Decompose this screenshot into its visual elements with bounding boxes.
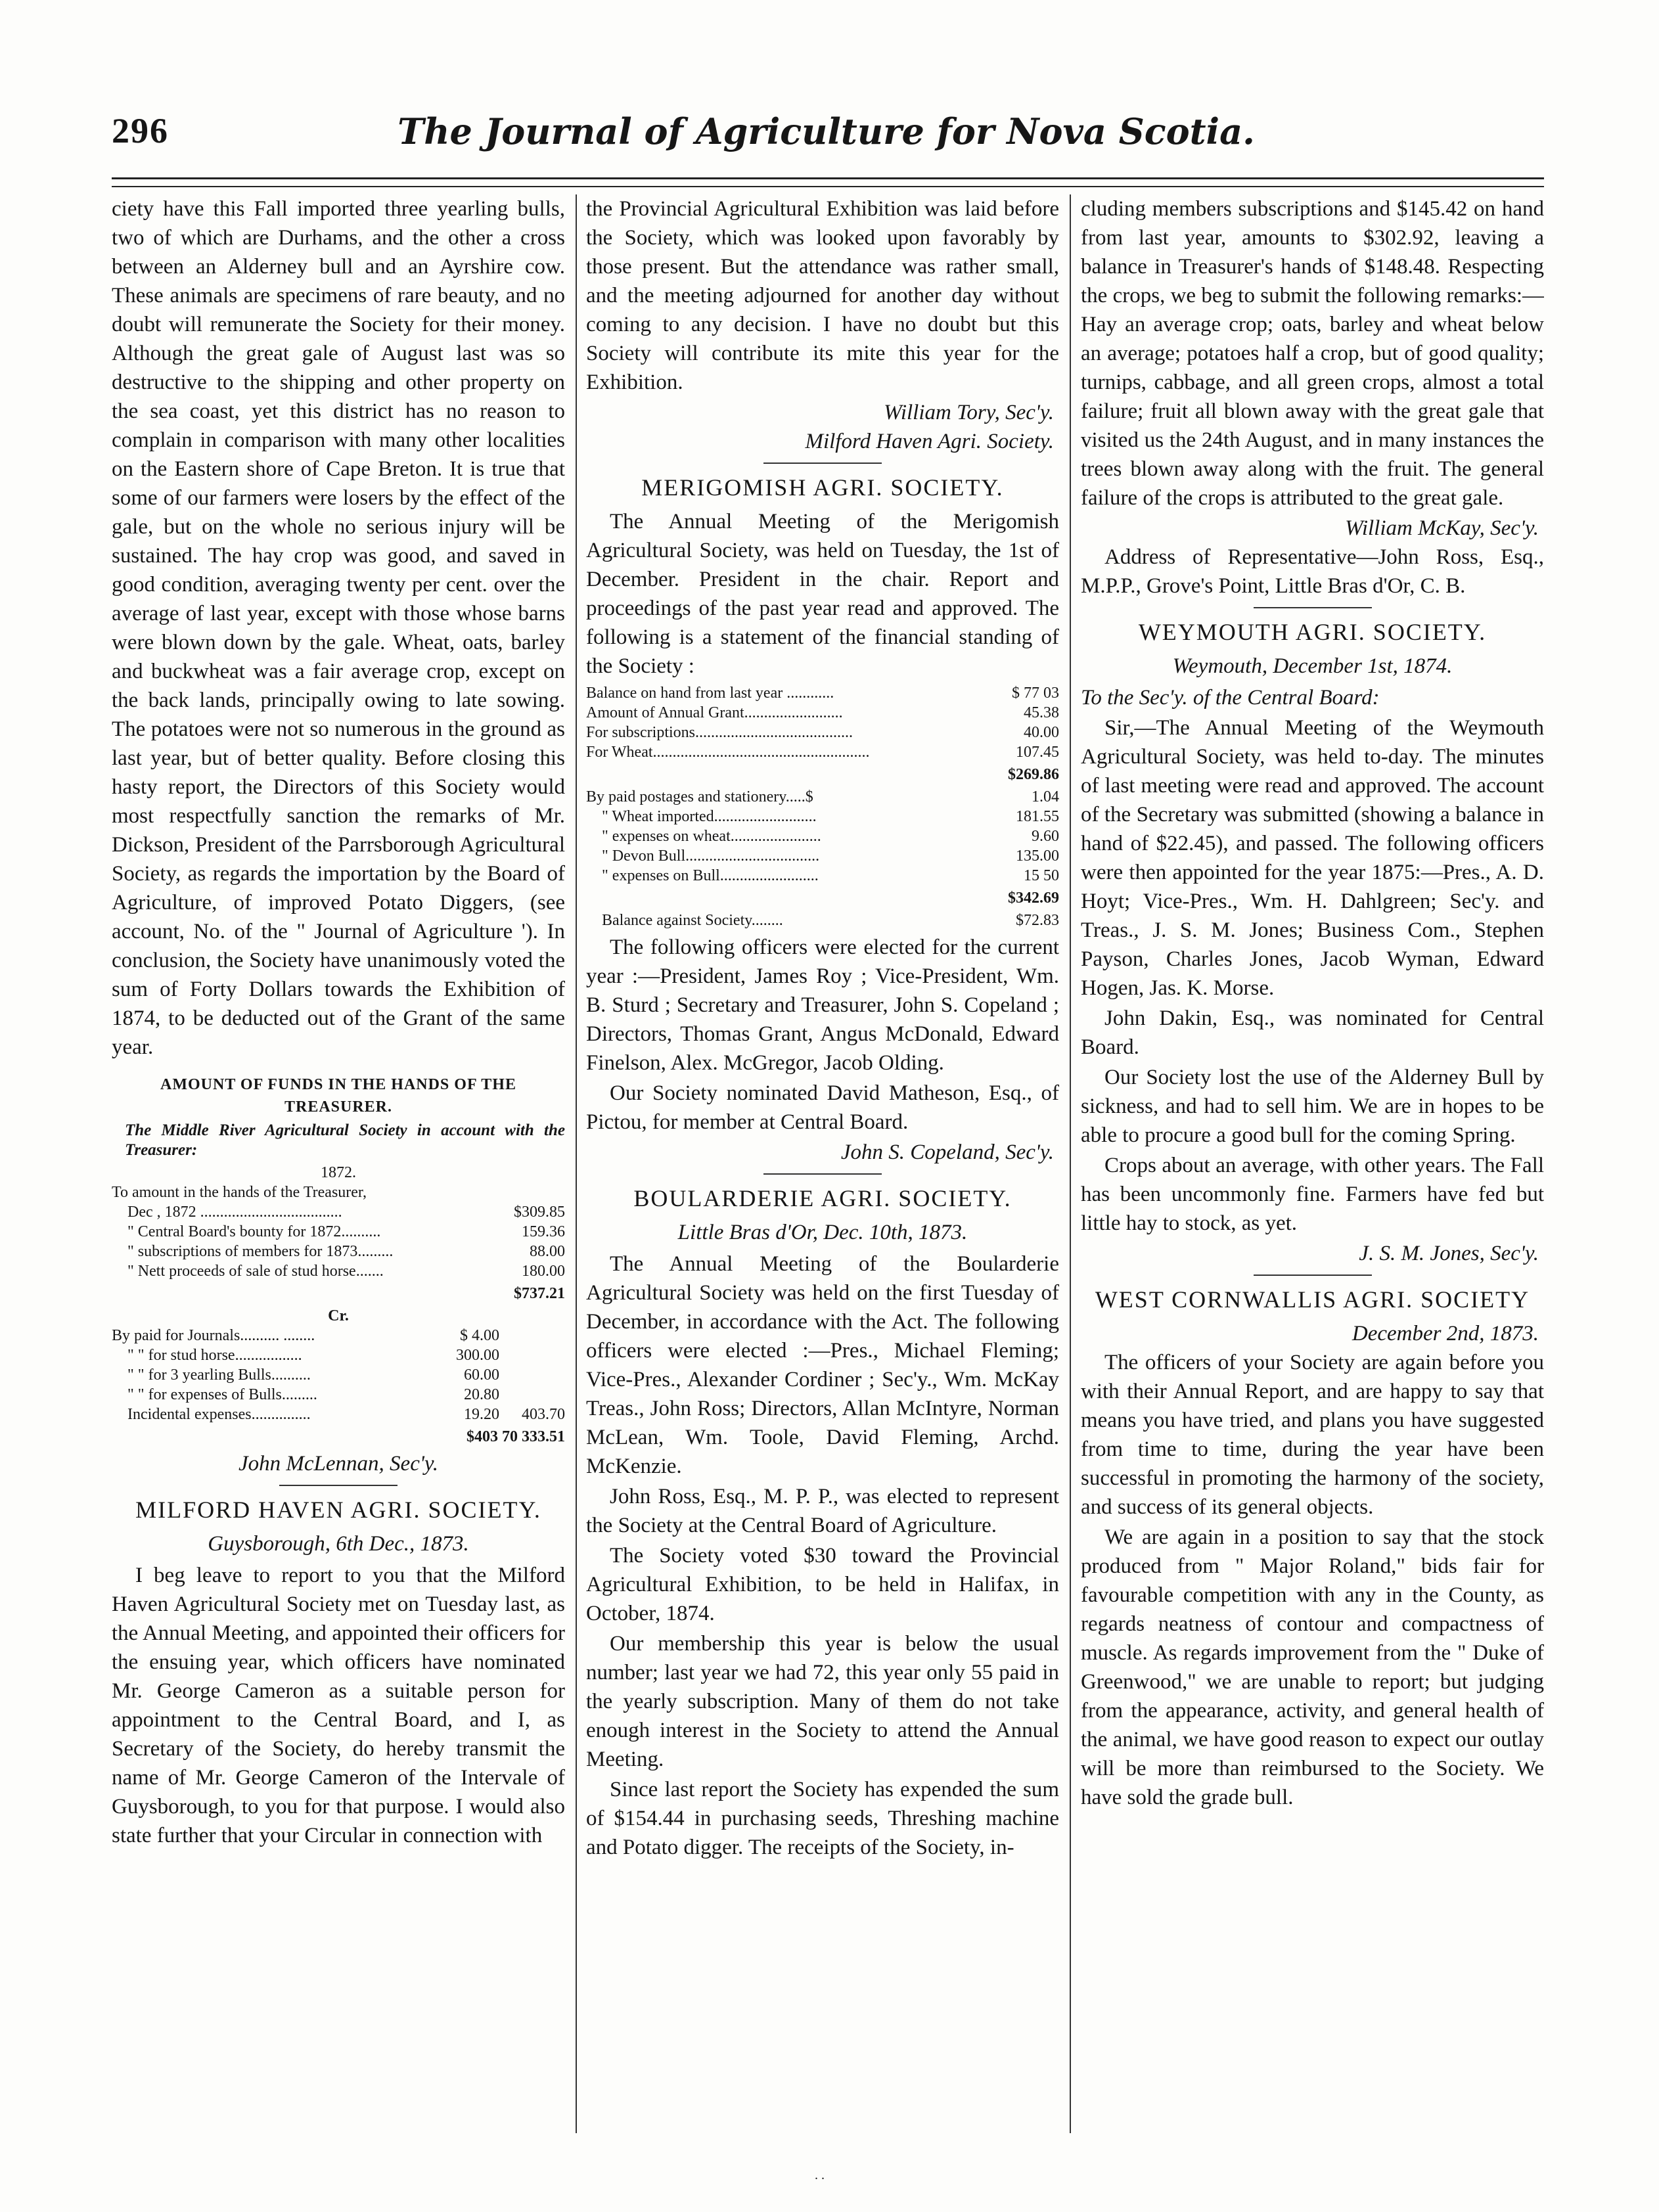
section-heading: WEYMOUTH AGRI. SOCIETY.	[1138, 619, 1487, 645]
account-row-amount: 159.36	[522, 1223, 565, 1240]
section-rule	[279, 1485, 398, 1486]
account-row	[586, 742, 1059, 762]
account-row-label: Balance on hand from last year ............	[586, 685, 834, 702]
account-row-amount: 88.00	[530, 1243, 565, 1260]
signature: William McKay, Sec'y.	[1345, 516, 1539, 540]
signature: John McLennan, Sec'y.	[239, 1452, 438, 1476]
credit-totals: $403 70 333.51	[466, 1428, 565, 1445]
credit-row	[112, 1365, 565, 1385]
account-row-amount: 135.00	[1016, 847, 1059, 865]
running-title: The Journal of Agriculture for Nova Scotia.	[398, 110, 1255, 152]
paragraph: John Dakin, Esq., was nominated for Central Board.	[1081, 1006, 1544, 1059]
credit-row-total	[499, 1345, 565, 1365]
account-row-amount: $ 77 03	[1012, 685, 1059, 702]
credit-row-total	[499, 1385, 565, 1405]
account-row-label: " Wheat imported..........................	[602, 808, 817, 825]
account-row-label: " Devon Bull..................................	[602, 847, 820, 865]
credit-row-total: 403.70	[522, 1406, 565, 1423]
account-balance	[586, 911, 1059, 930]
credit-row-label: " " for stud horse.................	[127, 1347, 302, 1364]
credit-row-amount: $ 4.00	[460, 1327, 499, 1344]
credit-row-amount: 19.20	[464, 1406, 499, 1423]
signature: J. S. M. Jones, Sec'y.	[1359, 1242, 1539, 1265]
header-rule	[112, 177, 1544, 187]
credit-row-amount: 20.80	[464, 1386, 499, 1403]
page-number: 296	[112, 111, 169, 150]
account-row-label: " expenses on Bull.........................	[602, 867, 819, 884]
account-row	[112, 1202, 565, 1222]
credit-row	[112, 1405, 565, 1424]
paragraph: Our Society lost the use of the Alderney Bull by sickness, and had to sell him. We are in hopes to be able to procure a good bull for the coming Spring.	[1081, 1066, 1544, 1147]
section-rule	[763, 1173, 882, 1175]
credit-row	[112, 1385, 565, 1405]
paragraph: The Society voted $30 toward the Provincial Agricultural Exhibition, to be held in Halifax, in October, 1874.	[586, 1544, 1059, 1625]
credit-row-total	[499, 1326, 565, 1345]
column-1	[112, 194, 565, 2133]
account-row-amount: 107.45	[1016, 744, 1059, 761]
account-row-label: For Wheat.......................................................	[586, 744, 870, 761]
credit-row	[112, 1326, 565, 1345]
section-rule	[1254, 607, 1372, 608]
paragraph: We are again in a position to say that the stock produced from " Major Roland," bids fair for favourable competition with any in the County, as regards neatness of contour and compactness of muscle. As regards improvement from the " Duke of Greenwood," we are unable to report; but judging from the appearance, activity, and general health of the animal, we have good reason to expect our outlay will be more than reimbursed to the Society. We have sold the grade bull.	[1081, 1525, 1544, 1809]
account-row	[586, 866, 1059, 886]
account-row	[586, 703, 1059, 723]
account-row-label: " Central Board's bounty for 1872..........	[127, 1223, 381, 1240]
paragraph: Our membership this year is below the usual number; last year we had 72, this year only 55 paid in the yearly subscription. Many of them do not take enough interest in the Society to attend the Annual Meeting.	[586, 1632, 1059, 1771]
dateline: Weymouth, December 1st, 1874.	[1172, 654, 1453, 678]
credit-row-label: By paid for Journals.......... ........	[112, 1327, 315, 1344]
account-row-amount: 40.00	[1024, 724, 1059, 741]
merigomish-account	[586, 683, 1059, 930]
account-row	[586, 846, 1059, 866]
account-row	[112, 1222, 565, 1242]
section-heading: MERIGOMISH AGRI. SOCIETY.	[641, 474, 1004, 501]
account-row-amount: $309.85	[514, 1204, 565, 1221]
account-caption: The Middle River Agricultural Society in account with the Treasurer:	[125, 1121, 565, 1159]
account-row-label: Amount of Annual Grant.........................	[586, 704, 843, 721]
paragraph: The Annual Meeting of the Merigomish Agricultural Society, was held on Tuesday, the 1st of December. President in the chair. Report and proceedings of the past year read and approved. The following is a statement of the financial standing of the Society :	[586, 510, 1059, 678]
account-row-amount: 181.55	[1016, 808, 1059, 825]
column-3	[1081, 194, 1544, 2133]
credit-row-amount: 300.00	[456, 1347, 499, 1364]
paragraph: I beg leave to report to you that the Milford Haven Agricultural Society met on Tuesday last, as the Annual Meeting, and appointed their officers for the ensuing year, which officers have nominated Mr. George Cameron as a suitable person for appointment to the Central Board, and I, as Secretary of the Society, do hereby transmit the name of Mr. George Cameron of the Intervale of Guysborough, to you for that purpose. I would also state further that your Circular in connection with	[112, 1564, 565, 1847]
credit-row-label: " " for 3 yearling Bulls..........	[127, 1366, 311, 1384]
paragraph: Address of Representative—John Ross, Esq., M.P.P., Grove's Point, Little Bras d'Or, C. B.	[1081, 545, 1544, 598]
account-row	[586, 723, 1059, 742]
credit-row-label: " " for expenses of Bulls.........	[127, 1386, 317, 1403]
paragraph: The Annual Meeting of the Boularderie Agricultural Society was held on the first Tuesday of December, in accordance with the Act. The following officers were elected :—Pres., Michael Fleming; Vice-Pres., Alexander Cordiner ; Sec'y., Wm. McKay Treas., John Ross; Directors, Allan McIntyre, Norman McLean, Wm. Toole, David Fleming, Archd. McKenzie.	[586, 1252, 1059, 1478]
account-row-amount: $72.83	[1016, 912, 1059, 929]
page-header	[112, 99, 1541, 171]
account-row	[586, 683, 1059, 703]
funds-heading: AMOUNT OF FUNDS IN THE HANDS OF THE TREASURER.	[160, 1076, 516, 1116]
account-row-amount: 15 50	[1024, 867, 1059, 884]
section-rule	[763, 463, 882, 464]
signature: William Tory, Sec'y.	[884, 401, 1054, 424]
dateline: Little Bras d'Or, Dec. 10th, 1873.	[677, 1221, 968, 1244]
footer-marks: . .	[815, 2168, 825, 2182]
column-2	[586, 194, 1059, 2133]
account-total: $269.86	[1008, 766, 1059, 783]
paragraph: John Ross, Esq., M. P. P., was elected to represent the Society at the Central Board of Agriculture.	[586, 1485, 1059, 1537]
signature-society: Milford Haven Agri. Society.	[805, 430, 1054, 453]
paragraph: the Provincial Agricultural Exhibition was laid before the Society, which was looked upon favorably by those present. But the attendance was rather small, and the meeting adjourned for another day without coming to any decision. I have no doubt but this Society will contribute its mite this year for the Exhibition.	[586, 197, 1059, 394]
account-row-amount: 45.38	[1024, 704, 1059, 721]
section-heading: BOULARDERIE AGRI. SOCIETY.	[633, 1185, 1012, 1211]
account-row-label: Dec , 1872 ....................................	[127, 1204, 342, 1221]
account-row	[586, 807, 1059, 826]
signature: John S. Copeland, Sec'y.	[840, 1140, 1054, 1164]
paragraph: The officers of your Society are again before you with their Annual Report, and are happy to say that means you have tried, and plans you have suggested from time to time, during the year have been successful in promoting the harmony of the society, and success of its general objects.	[1081, 1351, 1544, 1519]
dateline: December 2nd, 1873.	[1352, 1322, 1539, 1345]
credit-row-label: Incidental expenses...............	[127, 1406, 311, 1423]
account-row-amount: 9.60	[1032, 828, 1059, 845]
account-total: $737.21	[514, 1285, 565, 1302]
paragraph: Crops about an average, with other years. The Fall has been uncommonly fine. Farmers have fed but little hay to stock, as yet.	[1081, 1154, 1544, 1235]
account-row-label: For subscriptions........................................	[586, 724, 853, 741]
section-rule	[1254, 1275, 1372, 1276]
account-row-label: By paid postages and stationery.....$	[586, 788, 813, 805]
section-heading: WEST CORNWALLIS AGRI. SOCIETY	[1095, 1286, 1530, 1313]
credit-row-amount: 60.00	[464, 1366, 499, 1384]
paragraph: cluding members subscriptions and $145.42 on hand from last year, amounts to $302.92, leaving a balance in Treasurer's hands of $148.48. Respecting the crops, we beg to submit the following remarks:—Hay an average crop; oats, barley and wheat below an average; potatoes half a crop, but of good quality; turnips, cabbage, and all green crops, almost a total failure; fruit all blown away with the great gale that visited us the 24th August, and in many instances the trees blown away along with the fruit. The general failure of the crops is attributed to the great gale.	[1081, 197, 1544, 510]
dateline: Guysborough, 6th Dec., 1873.	[208, 1532, 469, 1556]
account-row	[586, 826, 1059, 846]
paragraph: ciety have this Fall imported three yearling bulls, two of which are Durhams, and the other a cross between an Alderney bull and an Ayrshire cow. These animals are specimens of rare beauty, and no doubt will remunerate the Society for their money. Although the great gale of August last was so destructive to the shipping and other property on the sea coast, yet this district has no reason to complain in comparison with many other localities on the Eastern shore of Cape Breton. It is true that some of our farmers were losers by the effect of the gale, but on the whole no serious injury will be sustained. The hay crop was good, and saved in good condition, averaging twenty per cent. over the average of last year, except with those whose barns were blown down by the gale. Wheat, oats, barley and buckwheat was a fair average crop, except on the back lands, principally owing to late sowing. The potatoes were not so numerous in the ground as last year, but of better quality. Before closing this hasty report, the Directors of this Society would most respectfully sanction the remarks of Mr. Dickson, President of the Parrsborough Agricultural Society, as regards the importation by the Board of Agriculture, of improved Potato Diggers, (see account, No. of the " Journal of Agriculture '). In conclusion, the Society have unanimously voted the sum of Forty Dollars towards the Exhibition of 1874, to be deducted out of the Grant of the same year.	[112, 197, 565, 1059]
account-row-label: " Nett proceeds of sale of stud horse.......	[127, 1263, 384, 1280]
account-row-label: " expenses on wheat.......................	[602, 828, 821, 845]
paragraph: Since last report the Society has expended the sum of $154.44 in purchasing seeds, Threshing machine and Potato digger. The receipts of the Society, in-	[586, 1778, 1059, 1859]
account-row	[586, 787, 1059, 807]
account-row-label: Balance against Society........	[602, 912, 783, 929]
salutation: To the Sec'y. of the Central Board:	[1081, 686, 1380, 710]
credit-label: Cr.	[328, 1307, 349, 1324]
account-row	[112, 1261, 565, 1281]
column-divider-1	[576, 194, 577, 2133]
account-total: $342.69	[1008, 890, 1059, 907]
account-row-amount: 180.00	[522, 1263, 565, 1280]
account-row-amount: 1.04	[1032, 788, 1059, 805]
section-heading: MILFORD HAVEN AGRI. SOCIETY.	[135, 1497, 541, 1523]
account-year: 1872.	[321, 1164, 356, 1181]
paragraph: The following officers were elected for the current year :—President, James Roy ; Vice-President, Wm. B. Sturd ; Secretary and Treasurer, John S. Copeland ; Directors, Thomas Grant, Angus McDonald, Edward Finelson, Alex. McGregor, Jacob Olding.	[586, 936, 1059, 1075]
paragraph: Sir,—The Annual Meeting of the Weymouth Agricultural Society, was held to-day. The minutes of last meeting were read and approved. The account of the Secretary was submitted (showing a balance in hand of $22.45), and passed. The following officers were then appointed for the year 1875:—Pres., A. D. Hoyt; Vice-Pres., Wm. H. Dahlgreen; Sec'y. and Treas., J. S. M. Jones; Business Com., Stephen Payson, Charles Jones, Jacob Wyman, Edward Hogen, Jas. K. Morse.	[1081, 716, 1544, 1000]
column-divider-2	[1070, 194, 1071, 2133]
account-row-label: " subscriptions of members for 1873.........	[127, 1243, 394, 1260]
credit-row	[112, 1345, 565, 1365]
treasurer-account	[112, 1163, 565, 1447]
credit-row-total	[499, 1365, 565, 1385]
account-line: To amount in the hands of the Treasurer,	[112, 1184, 367, 1201]
account-row	[112, 1242, 565, 1261]
paragraph: Our Society nominated David Matheson, Esq., of Pictou, for member at Central Board.	[586, 1081, 1059, 1134]
